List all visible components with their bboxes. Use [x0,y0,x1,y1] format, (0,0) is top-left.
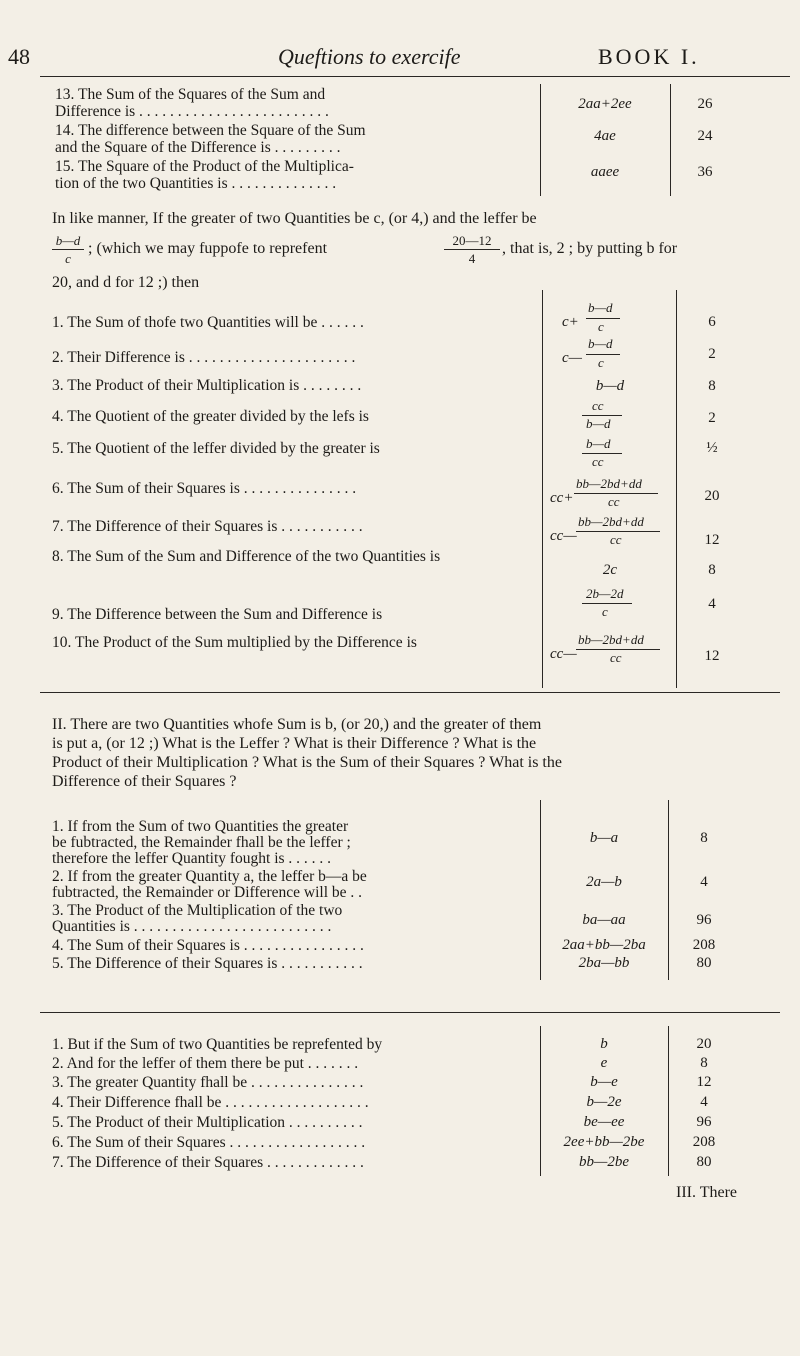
row-13-expr: 2aa+2ee [578,96,632,112]
s-row6-text: 6. The Sum of their Squares is . . . . . . . . . . . . . . . [52,480,357,497]
f-row4-value: 4 [700,1094,708,1110]
intro-frac-den: c [65,251,71,266]
s-row10-value: 12 [704,648,720,664]
f-row3-text: 3. The greater Quantity fhall be . . . . . . . . . . . . . . . [52,1074,364,1091]
s-row3-text: 3. The Product of their Multiplication is . . . . . . . . [52,377,362,394]
f-row6-expr: 2ee+bb—2be [563,1134,645,1150]
third-divider-right [668,800,669,980]
section2-line2: is put a, (or 12 ;) What is the Leffer ? What is their Difference ? What is the [52,735,537,752]
row-14-line1: 14. The difference between the Square of the Sum [55,122,366,139]
intro-frac2-den: 4 [468,251,476,266]
t-row1-line1: 1. If from the Sum of two Quantities the greater [52,818,349,835]
s-row2-text: 2. Their Difference is . . . . . . . . . . . . . . . . . . . . . . [52,349,356,366]
t-row1-value: 8 [700,830,708,846]
intro-line3: 20, and d for 12 ;) then [52,274,200,291]
intro-frac2-num: 20—12 [452,233,492,248]
row-13-value: 26 [697,96,713,112]
intro-end: , that is, 2 ; by putting b for [502,240,678,257]
f-row6-text: 6. The Sum of their Squares . . . . . . . . . . . . . . . . . . [52,1134,366,1151]
section2-line1: II. There are two Quantities whofe Sum is b, (or 20,) and the greater of them [52,716,542,733]
t-row3-value: 96 [696,912,712,928]
t-row5-expr: 2ba—bb [578,955,630,971]
f-row1-text: 1. But if the Sum of two Quantities be reprefented by [52,1036,383,1053]
header-rule [40,76,790,77]
t-row2-line2: fubtracted, the Remainder or Difference will be . . [52,884,363,901]
top-divider-right [670,84,671,196]
row-14-line2: and the Square of the Difference is . . . . . . . . . [55,139,341,156]
f-row1-value: 20 [696,1036,712,1052]
row-15-expr: aaee [590,164,620,180]
f-row3-expr: b—e [590,1074,618,1090]
second-divider-right [676,290,677,688]
s-row9-text: 9. The Difference between the Sum and Difference is [52,606,383,623]
row-15-line2: tion of the two Quantities is . . . . . . . . . . . . . . [55,175,337,192]
section-rule-1 [40,692,780,693]
intro-mid: ; (which we may fuppofe to reprefent [88,240,328,257]
s-row7-text: 7. The Difference of their Squares is . . . . . . . . . . . [52,518,363,535]
s-row10-text: 10. The Product of the Sum multiplied by the Difference is [52,634,417,651]
f-row4-expr: b—2e [586,1094,622,1110]
t-row2-expr: 2a—b [586,874,622,890]
t-row3-expr: ba—aa [582,912,626,928]
intro-frac-num: b—d [55,233,81,248]
s-row7-value: 12 [704,532,720,548]
row-15-value: 36 [697,164,713,180]
s-row8-value: 8 [708,562,716,578]
row-14-expr: 4ae [594,128,616,144]
f-row2-expr: e [600,1055,608,1071]
row-14-value: 24 [697,128,713,144]
f-row1-expr: b [600,1036,608,1052]
page-number: 48 [8,44,30,69]
s-row8-expr: 2c [602,562,618,578]
s-row1-text: 1. The Sum of thofe two Quantities will be . . . . . . [52,314,364,331]
s-row6-value: 20 [704,488,720,504]
t-row2-line1: 2. If from the greater Quantity a, the leffer b—a be [52,868,367,885]
t-row1-line3: therefore the leffer Quantity fought is . . . . . . [52,850,332,867]
t-row2-value: 4 [700,874,708,890]
f-row5-value: 96 [696,1114,712,1130]
running-title: Queftions to exercife [278,44,461,69]
t-row4-expr: 2aa+bb—2ba [562,937,646,953]
fourth-divider-left [540,1026,541,1176]
row-13-line1: 13. The Sum of the Squares of the Sum and [55,86,326,103]
t-row1-line2: be fubtracted, the Remainder fhall be the leffer ; [52,834,351,851]
f-row2-text: 2. And for the leffer of them there be put . . . . . . . [52,1055,359,1072]
section2-line3: Product of their Multiplication ? What is the Sum of their Squares ? What is the [52,754,562,771]
t-row5-line1: 5. The Difference of their Squares is . . . . . . . . . . . [52,955,363,972]
t-row5-value: 80 [696,955,712,971]
f-row6-value: 208 [692,1134,716,1150]
t-row4-line1: 4. The Sum of their Squares is . . . . . . . . . . . . . . . . [52,937,364,954]
f-row7-text: 7. The Difference of their Squares . . . . . . . . . . . . . [52,1154,364,1171]
row-15-line1: 15. The Square of the Product of the Multiplica- [55,158,354,175]
f-row2-value: 8 [700,1055,708,1071]
section-rule-2 [40,1012,780,1013]
t-row4-value: 208 [692,937,716,953]
s-row3-value: 8 [708,378,716,394]
f-row3-value: 12 [696,1074,712,1090]
s-row1-value: 6 [708,314,716,330]
s-row3-expr: b—d [595,378,625,394]
s-row9-value: 4 [708,596,716,612]
book-label: BOOK I. [598,44,700,69]
f-row7-expr: bb—2be [579,1154,629,1170]
fourth-divider-right [668,1026,669,1176]
row-13-line2: Difference is . . . . . . . . . . . . . . . . . . . . . . . . . [55,103,329,120]
top-divider-left [540,84,541,196]
section2-line4: Difference of their Squares ? [52,773,237,790]
f-row7-value: 80 [696,1154,712,1170]
third-divider-left [540,800,541,980]
f-row5-text: 5. The Product of their Multiplication . . . . . . . . . . [52,1114,363,1131]
s-row8-text: 8. The Sum of the Sum and Difference of the two Quantities is [52,548,441,565]
intro-line2 [52,232,752,272]
f-row4-text: 4. Their Difference fhall be . . . . . . . . . . . . . . . . . . . [52,1094,369,1111]
s-row5-value: ½ [706,440,718,456]
second-divider-left [542,290,543,688]
t-row3-line2: Quantities is . . . . . . . . . . . . . . . . . . . . . . . . . . [52,918,332,935]
t-row3-line1: 3. The Product of the Multiplication of the two [52,902,343,919]
t-row1-expr: b—a [589,830,619,846]
f-row5-expr: be—ee [583,1114,625,1130]
intro-line1: In like manner, If the greater of two Quantities be c, (or 4,) and the leffer be [52,210,537,227]
s-row4-text: 4. The Quotient of the greater divided by the lefs is [52,408,369,425]
catchword: III. There [676,1184,737,1201]
s-row5-text: 5. The Quotient of the leffer divided by the greater is [52,440,380,457]
s-row4-value: 2 [708,410,716,426]
s-row2-value: 2 [708,346,716,362]
